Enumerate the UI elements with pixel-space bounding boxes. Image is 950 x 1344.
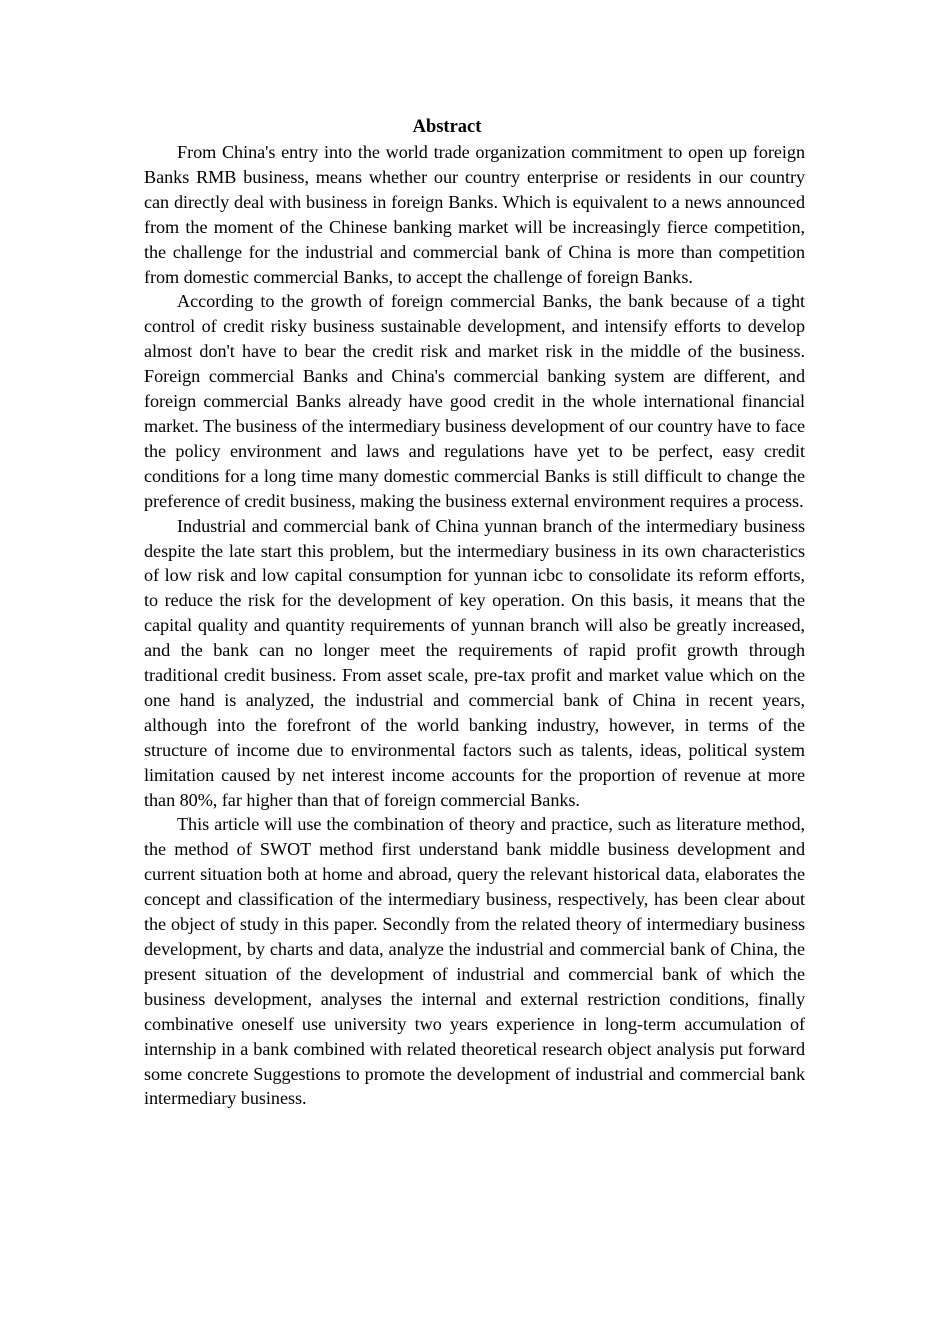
abstract-paragraph-3: Industrial and commercial bank of China yunnan branch of the intermediary business despite the late start this problem, but the intermediary business in its own characteristics of low risk and low capital consumption for yunnan icbc to consolidate its reform efforts, to reduce the risk for the development of key operation. On this basis, it means that the capital quality and quantity requirements of yunnan branch will also be greatly increased, and the bank can no longer meet the requirements of rapid profit growth through traditional credit business. From asset scale, pre-tax profit and market value which on the one hand is analyzed, the industrial and commercial bank of China in recent years, although into the forefront of the world banking industry, however, in terms of the structure of income due to environmental factors such as talents, ideas, political system limitation caused by net interest income accounts for the proportion of revenue at more than 80%, far higher than that of foreign commercial Banks. bbox=[144, 515, 805, 810]
abstract-paragraph-4: This article will use the combination of theory and practice, such as literature method, the method of SWOT method first understand bank middle business development and current situation both at home and abroad, query the relevant historical data, elaborates the concept and classification of the intermediary business, respectively, has been clear about the object of study in this paper. Secondly from the related theory of intermediary business development, by charts and data, analyze the industrial and commercial bank of China, the present situation of the development of industrial and commercial bank of which the business development, analyses the internal and external restriction conditions, finally combinative oneself use university two years experience in long-term accumulation of internship in a bank combined with related theoretical research object analysis put forward some concrete Suggestions to promote the development of industrial and commercial bank intermediary business. bbox=[144, 814, 805, 1109]
abstract-paragraph-2: According to the growth of foreign commercial Banks, the bank because of a tight control of credit risky business sustainable development, and intensify efforts to develop almost don't have to bear the credit risk and market risk in the middle of the business. Foreign commercial Banks and China's commercial banking system are different, and foreign commercial Banks already have good credit in the whole international financial market. The business of the intermediary business development of our country have to face the policy environment and laws and regulations have yet to be perfect, easy credit conditions for a long time many domestic commercial Banks is still difficult to change the preference of credit business, making the business external environment requires a process. bbox=[144, 291, 805, 511]
abstract-paragraph-1: From China's entry into the world trade organization commitment to open up foreign Banks RMB business, means whether our country enterprise or residents in our country can directly deal with business in foreign Banks. Which is equivalent to a news announced from the moment of the Chinese banking market will be increasingly fierce competition, the challenge for the industrial and commercial bank of China is more than competition from domestic commercial Banks, to accept the challenge of foreign Banks. bbox=[144, 142, 805, 287]
document-page bbox=[144, 115, 805, 1111]
abstract-title: Abstract bbox=[412, 117, 482, 137]
